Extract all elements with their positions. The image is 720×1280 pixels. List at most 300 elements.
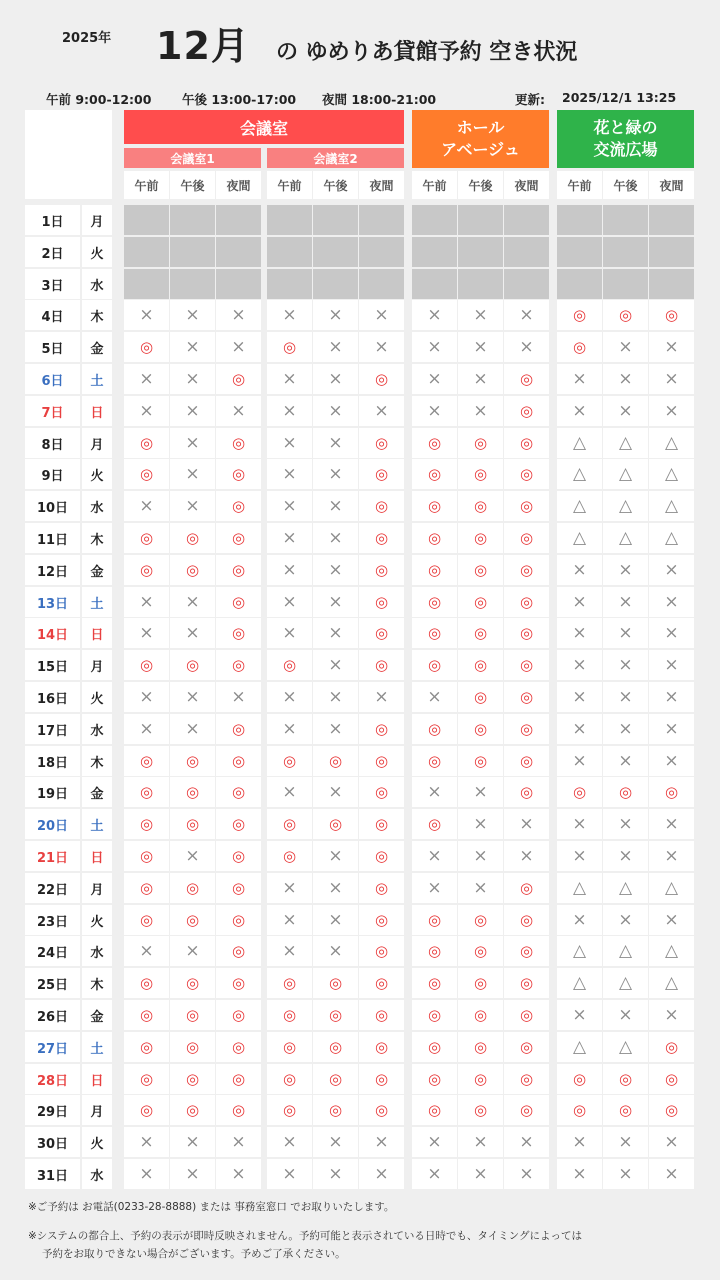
closed-cell-kaigishitsu2 — [359, 237, 404, 267]
slot-cell-hiroba — [603, 682, 648, 712]
available-symbol: ◎ — [473, 910, 488, 929]
slot-cell-hiroba — [557, 587, 602, 617]
available-symbol: ◎ — [664, 1069, 679, 1088]
available-symbol: ◎ — [664, 782, 679, 801]
unavailable-symbol: × — [231, 336, 246, 357]
unavailable-symbol: × — [664, 686, 679, 707]
slot-cell-kaigishitsu1 — [216, 364, 261, 394]
table-corner — [25, 110, 112, 199]
available-symbol: ◎ — [139, 846, 154, 865]
slot-cell-kaigishitsu2 — [267, 777, 312, 807]
unavailable-symbol: × — [664, 622, 679, 643]
slot-cell-kaigishitsu1 — [170, 809, 215, 839]
slot-cell-kaigishitsu1 — [124, 682, 169, 712]
available-symbol: ◎ — [328, 1005, 343, 1024]
unavailable-symbol: × — [519, 336, 534, 357]
slot-cell-kaigishitsu1 — [170, 459, 215, 489]
unavailable-symbol: × — [473, 368, 488, 389]
unavailable-symbol: × — [427, 1131, 442, 1152]
available-symbol: ◎ — [519, 1069, 534, 1088]
weekday-cell: 日 — [82, 841, 112, 871]
unavailable-symbol: × — [572, 591, 587, 612]
slot-cell-kaigishitsu1 — [216, 428, 261, 458]
closed-cell-hiroba — [649, 269, 694, 299]
available-symbol: ◎ — [139, 560, 154, 579]
weekday-cell: 日 — [82, 1064, 112, 1094]
slot-cell-hall — [412, 1064, 457, 1094]
slot-cell-hall — [412, 459, 457, 489]
unavailable-symbol: × — [572, 1131, 587, 1152]
weekday-cell: 金 — [82, 555, 112, 585]
date-cell: 28日 — [25, 1064, 80, 1094]
weekday-cell: 火 — [82, 1127, 112, 1157]
unavailable-symbol: × — [664, 1163, 679, 1184]
date-cell: 6日 — [25, 364, 80, 394]
unavailable-symbol: × — [282, 622, 297, 643]
slot-cell-kaigishitsu1 — [124, 873, 169, 903]
date-cell: 7日 — [25, 396, 80, 426]
slot-cell-hiroba — [557, 905, 602, 935]
available-symbol: ◎ — [328, 973, 343, 992]
available-symbol: ◎ — [427, 592, 442, 611]
slot-cell-hall — [458, 1032, 503, 1062]
slot-cell-kaigishitsu1 — [124, 1159, 169, 1189]
unavailable-symbol: × — [328, 1131, 343, 1152]
unavailable-symbol: × — [282, 368, 297, 389]
slot-cell-kaigishitsu1 — [170, 364, 215, 394]
slot-cell-kaigishitsu2 — [359, 618, 404, 648]
slot-cell-kaigishitsu2 — [267, 968, 312, 998]
slot-cell-kaigishitsu2 — [267, 396, 312, 426]
date-cell: 16日 — [25, 682, 80, 712]
limited-symbol: △ — [618, 463, 633, 484]
unavailable-symbol: × — [185, 845, 200, 866]
slot-cell-kaigishitsu1 — [170, 491, 215, 521]
available-symbol: ◎ — [427, 1037, 442, 1056]
weekday-cell: 月 — [82, 428, 112, 458]
slot-cell-hiroba — [649, 555, 694, 585]
limited-symbol: △ — [572, 972, 587, 993]
limited-symbol: △ — [618, 877, 633, 898]
slot-cell-kaigishitsu2 — [359, 459, 404, 489]
slot-cell-hall — [412, 936, 457, 966]
slot-cell-hall — [458, 936, 503, 966]
unavailable-symbol: × — [185, 463, 200, 484]
available-symbol: ◎ — [374, 910, 389, 929]
updated-label: 更新: — [515, 92, 545, 107]
unavailable-symbol: × — [282, 940, 297, 961]
slot-cell-hall — [458, 777, 503, 807]
slot-cell-kaigishitsu2 — [359, 396, 404, 426]
unavailable-symbol: × — [473, 1163, 488, 1184]
slot-cell-hall — [504, 1127, 549, 1157]
date-cell: 25日 — [25, 968, 80, 998]
available-symbol: ◎ — [664, 1100, 679, 1119]
available-symbol: ◎ — [374, 433, 389, 452]
slot-cell-hiroba — [649, 1095, 694, 1125]
slot-cell-kaigishitsu2 — [267, 1095, 312, 1125]
unavailable-symbol: × — [427, 336, 442, 357]
weekday-cell: 火 — [82, 459, 112, 489]
slot-cell-kaigishitsu1 — [124, 1000, 169, 1030]
available-symbol: ◎ — [572, 1100, 587, 1119]
available-symbol: ◎ — [139, 973, 154, 992]
date-cell: 26日 — [25, 1000, 80, 1030]
weekday-cell: 土 — [82, 1032, 112, 1062]
unavailable-symbol: × — [139, 400, 154, 421]
slot-cell-kaigishitsu2 — [267, 300, 312, 330]
weekday-cell: 金 — [82, 777, 112, 807]
closed-cell-hiroba — [649, 237, 694, 267]
available-symbol: ◎ — [618, 305, 633, 324]
slot-header-kaigishitsu2-2: 夜間 — [359, 171, 404, 199]
slot-cell-hiroba — [557, 618, 602, 648]
slot-cell-hiroba — [603, 714, 648, 744]
weekday-cell: 木 — [82, 523, 112, 553]
slot-cell-kaigishitsu1 — [216, 714, 261, 744]
closed-cell-kaigishitsu2 — [359, 205, 404, 235]
available-symbol: ◎ — [473, 973, 488, 992]
available-symbol: ◎ — [519, 1005, 534, 1024]
unavailable-symbol: × — [664, 909, 679, 930]
available-symbol: ◎ — [473, 1069, 488, 1088]
slot-cell-kaigishitsu1 — [170, 587, 215, 617]
slot-cell-hiroba — [557, 1000, 602, 1030]
slot-cell-kaigishitsu1 — [170, 841, 215, 871]
closed-cell-hall — [412, 237, 457, 267]
limited-symbol: △ — [572, 940, 587, 961]
unavailable-symbol: × — [328, 463, 343, 484]
unavailable-symbol: × — [139, 1131, 154, 1152]
slot-cell-kaigishitsu2 — [313, 618, 358, 648]
pm-hours: 午後 13:00-17:00 — [182, 92, 297, 107]
unavailable-symbol: × — [664, 718, 679, 739]
weekday-cell: 木 — [82, 300, 112, 330]
unavailable-symbol: × — [282, 686, 297, 707]
available-symbol: ◎ — [473, 719, 488, 738]
unavailable-symbol: × — [139, 591, 154, 612]
unavailable-symbol: × — [328, 718, 343, 739]
slot-cell-kaigishitsu1 — [216, 873, 261, 903]
available-symbol: ◎ — [328, 814, 343, 833]
month-title: 12月 — [156, 24, 250, 68]
slot-cell-kaigishitsu2 — [359, 364, 404, 394]
slot-cell-kaigishitsu1 — [216, 809, 261, 839]
facility-kaigishitsu1: 会議室1 — [124, 148, 261, 168]
available-symbol: ◎ — [231, 1037, 246, 1056]
unavailable-symbol: × — [328, 781, 343, 802]
closed-cell-kaigishitsu1 — [216, 237, 261, 267]
slot-cell-hall — [412, 714, 457, 744]
slot-cell-kaigishitsu1 — [124, 809, 169, 839]
available-symbol: ◎ — [374, 1037, 389, 1056]
unavailable-symbol: × — [572, 622, 587, 643]
slot-cell-kaigishitsu1 — [124, 618, 169, 648]
slot-header-hiroba-1: 午後 — [603, 171, 648, 199]
available-symbol: ◎ — [473, 655, 488, 674]
slot-cell-kaigishitsu2 — [267, 1159, 312, 1189]
limited-symbol: △ — [572, 527, 587, 548]
slot-cell-kaigishitsu2 — [267, 555, 312, 585]
slot-cell-hall — [412, 491, 457, 521]
slot-cell-kaigishitsu1 — [124, 746, 169, 776]
available-symbol: ◎ — [473, 623, 488, 642]
slot-cell-kaigishitsu2 — [313, 587, 358, 617]
available-symbol: ◎ — [139, 814, 154, 833]
limited-symbol: △ — [618, 1036, 633, 1057]
slot-cell-kaigishitsu2 — [313, 396, 358, 426]
facility-hiroba: 花と緑の 交流広場 — [557, 110, 694, 168]
slot-cell-kaigishitsu1 — [170, 968, 215, 998]
available-symbol: ◎ — [185, 1037, 200, 1056]
available-symbol: ◎ — [519, 369, 534, 388]
slot-cell-hall — [458, 1000, 503, 1030]
slot-cell-kaigishitsu1 — [216, 555, 261, 585]
available-symbol: ◎ — [139, 910, 154, 929]
slot-cell-hiroba — [603, 428, 648, 458]
slot-cell-kaigishitsu2 — [313, 1095, 358, 1125]
slot-cell-kaigishitsu2 — [359, 905, 404, 935]
available-symbol: ◎ — [374, 528, 389, 547]
unavailable-symbol: × — [664, 750, 679, 771]
slot-cell-hiroba — [649, 746, 694, 776]
available-symbol: ◎ — [374, 814, 389, 833]
facility-kaigishitsu2: 会議室2 — [267, 148, 404, 168]
date-cell: 9日 — [25, 459, 80, 489]
slot-cell-kaigishitsu2 — [313, 300, 358, 330]
slot-cell-hall — [458, 905, 503, 935]
slot-cell-hall — [504, 809, 549, 839]
closed-cell-hiroba — [557, 205, 602, 235]
slot-cell-hiroba — [557, 809, 602, 839]
slot-cell-hiroba — [603, 555, 648, 585]
slot-header-hall-1: 午後 — [458, 171, 503, 199]
available-symbol: ◎ — [427, 560, 442, 579]
available-symbol: ◎ — [519, 592, 534, 611]
unavailable-symbol: × — [185, 368, 200, 389]
slot-cell-kaigishitsu1 — [124, 587, 169, 617]
slot-cell-hiroba — [649, 1127, 694, 1157]
slot-cell-kaigishitsu1 — [216, 936, 261, 966]
unavailable-symbol: × — [185, 686, 200, 707]
available-symbol: ◎ — [139, 464, 154, 483]
available-symbol: ◎ — [427, 433, 442, 452]
available-symbol: ◎ — [139, 1037, 154, 1056]
weekday-cell: 木 — [82, 968, 112, 998]
unavailable-symbol: × — [374, 304, 389, 325]
unavailable-symbol: × — [328, 400, 343, 421]
slot-header-kaigishitsu2-0: 午前 — [267, 171, 312, 199]
available-symbol: ◎ — [374, 941, 389, 960]
slot-cell-kaigishitsu1 — [170, 936, 215, 966]
slot-cell-hiroba — [557, 396, 602, 426]
unavailable-symbol: × — [519, 1131, 534, 1152]
closed-cell-hall — [458, 269, 503, 299]
available-symbol: ◎ — [231, 719, 246, 738]
unavailable-symbol: × — [664, 336, 679, 357]
date-cell: 2日 — [25, 237, 80, 267]
slot-cell-hiroba — [603, 491, 648, 521]
available-symbol: ◎ — [185, 751, 200, 770]
available-symbol: ◎ — [374, 719, 389, 738]
available-symbol: ◎ — [519, 655, 534, 674]
unavailable-symbol: × — [374, 336, 389, 357]
slot-header-hall-0: 午前 — [412, 171, 457, 199]
slot-cell-kaigishitsu2 — [267, 873, 312, 903]
available-symbol: ◎ — [473, 496, 488, 515]
closed-cell-hiroba — [557, 269, 602, 299]
slot-cell-hall — [504, 491, 549, 521]
slot-cell-kaigishitsu1 — [216, 523, 261, 553]
unavailable-symbol: × — [427, 781, 442, 802]
available-symbol: ◎ — [572, 337, 587, 356]
slot-cell-hall — [504, 968, 549, 998]
slot-cell-hall — [412, 523, 457, 553]
slot-cell-hall — [412, 587, 457, 617]
date-cell: 21日 — [25, 841, 80, 871]
slot-cell-hall — [504, 1032, 549, 1062]
available-symbol: ◎ — [282, 337, 297, 356]
slot-cell-kaigishitsu2 — [267, 682, 312, 712]
unavailable-symbol: × — [328, 877, 343, 898]
closed-cell-kaigishitsu1 — [216, 269, 261, 299]
unavailable-symbol: × — [185, 432, 200, 453]
available-symbol: ◎ — [519, 1037, 534, 1056]
date-cell: 14日 — [25, 618, 80, 648]
available-symbol: ◎ — [519, 464, 534, 483]
slot-cell-kaigishitsu2 — [359, 682, 404, 712]
date-cell: 20日 — [25, 809, 80, 839]
slot-cell-hiroba — [649, 905, 694, 935]
unavailable-symbol: × — [328, 654, 343, 675]
slot-cell-hall — [504, 1095, 549, 1125]
slot-cell-kaigishitsu1 — [124, 777, 169, 807]
slot-cell-hall — [504, 396, 549, 426]
date-cell: 12日 — [25, 555, 80, 585]
slot-header-kaigishitsu1-1: 午後 — [170, 171, 215, 199]
page-subtitle: の ゆめりあ貸館予約 空き状況 — [276, 40, 578, 65]
limited-symbol: △ — [572, 1036, 587, 1057]
available-symbol: ◎ — [231, 973, 246, 992]
available-symbol: ◎ — [328, 1037, 343, 1056]
slot-cell-hall — [504, 1159, 549, 1189]
slot-cell-hall — [412, 841, 457, 871]
unavailable-symbol: × — [618, 400, 633, 421]
unavailable-symbol: × — [139, 686, 154, 707]
available-symbol: ◎ — [519, 751, 534, 770]
available-symbol: ◎ — [139, 1069, 154, 1088]
slot-cell-kaigishitsu1 — [170, 714, 215, 744]
available-symbol: ◎ — [473, 464, 488, 483]
slot-cell-kaigishitsu1 — [124, 968, 169, 998]
available-symbol: ◎ — [374, 464, 389, 483]
date-cell: 15日 — [25, 650, 80, 680]
closed-cell-kaigishitsu1 — [170, 237, 215, 267]
slot-header-hiroba-2: 夜間 — [649, 171, 694, 199]
slot-cell-hall — [504, 332, 549, 362]
slot-cell-kaigishitsu2 — [267, 523, 312, 553]
available-symbol: ◎ — [374, 592, 389, 611]
unavailable-symbol: × — [618, 654, 633, 675]
available-symbol: ◎ — [618, 1069, 633, 1088]
unavailable-symbol: × — [139, 495, 154, 516]
available-symbol: ◎ — [231, 751, 246, 770]
slot-cell-kaigishitsu2 — [359, 491, 404, 521]
closed-cell-kaigishitsu1 — [170, 205, 215, 235]
slot-cell-kaigishitsu1 — [124, 1095, 169, 1125]
unavailable-symbol: × — [185, 940, 200, 961]
closed-cell-hiroba — [557, 237, 602, 267]
slot-cell-hiroba — [603, 809, 648, 839]
slot-cell-kaigishitsu1 — [124, 905, 169, 935]
available-symbol: ◎ — [374, 1100, 389, 1119]
available-symbol: ◎ — [185, 814, 200, 833]
available-symbol: ◎ — [519, 878, 534, 897]
closed-cell-hiroba — [603, 237, 648, 267]
unavailable-symbol: × — [328, 591, 343, 612]
slot-cell-hiroba — [649, 1064, 694, 1094]
slot-cell-hiroba — [557, 841, 602, 871]
unavailable-symbol: × — [139, 718, 154, 739]
slot-cell-hiroba — [603, 332, 648, 362]
weekday-cell: 土 — [82, 364, 112, 394]
unavailable-symbol: × — [572, 1004, 587, 1025]
slot-cell-hiroba — [649, 587, 694, 617]
unavailable-symbol: × — [185, 400, 200, 421]
slot-cell-kaigishitsu2 — [359, 1159, 404, 1189]
slot-cell-hiroba — [649, 968, 694, 998]
slot-cell-kaigishitsu1 — [124, 1127, 169, 1157]
unavailable-symbol: × — [664, 591, 679, 612]
unavailable-symbol: × — [572, 559, 587, 580]
slot-cell-kaigishitsu2 — [359, 714, 404, 744]
slot-cell-hiroba — [649, 523, 694, 553]
slot-cell-kaigishitsu2 — [359, 300, 404, 330]
unavailable-symbol: × — [618, 718, 633, 739]
unavailable-symbol: × — [282, 463, 297, 484]
slot-header-hiroba-0: 午前 — [557, 171, 602, 199]
available-symbol: ◎ — [664, 305, 679, 324]
available-symbol: ◎ — [519, 1100, 534, 1119]
slot-cell-kaigishitsu2 — [359, 873, 404, 903]
slot-cell-kaigishitsu1 — [124, 1032, 169, 1062]
weekday-cell: 月 — [82, 1095, 112, 1125]
slot-cell-hall — [458, 587, 503, 617]
slot-cell-kaigishitsu1 — [124, 396, 169, 426]
available-symbol: ◎ — [519, 719, 534, 738]
unavailable-symbol: × — [328, 686, 343, 707]
weekday-cell: 火 — [82, 905, 112, 935]
slot-cell-hall — [458, 300, 503, 330]
slot-cell-hiroba — [557, 1127, 602, 1157]
available-symbol: ◎ — [231, 814, 246, 833]
available-symbol: ◎ — [473, 1005, 488, 1024]
slot-cell-hiroba — [603, 1159, 648, 1189]
slot-cell-hiroba — [557, 746, 602, 776]
unavailable-symbol: × — [618, 909, 633, 930]
available-symbol: ◎ — [374, 1005, 389, 1024]
available-symbol: ◎ — [231, 623, 246, 642]
slot-cell-kaigishitsu1 — [170, 1095, 215, 1125]
slot-cell-kaigishitsu2 — [313, 1127, 358, 1157]
available-symbol: ◎ — [519, 910, 534, 929]
limited-symbol: △ — [664, 463, 679, 484]
slot-cell-kaigishitsu2 — [313, 968, 358, 998]
unavailable-symbol: × — [572, 718, 587, 739]
slot-cell-kaigishitsu2 — [267, 905, 312, 935]
slot-cell-hall — [458, 682, 503, 712]
slot-cell-hiroba — [649, 1159, 694, 1189]
